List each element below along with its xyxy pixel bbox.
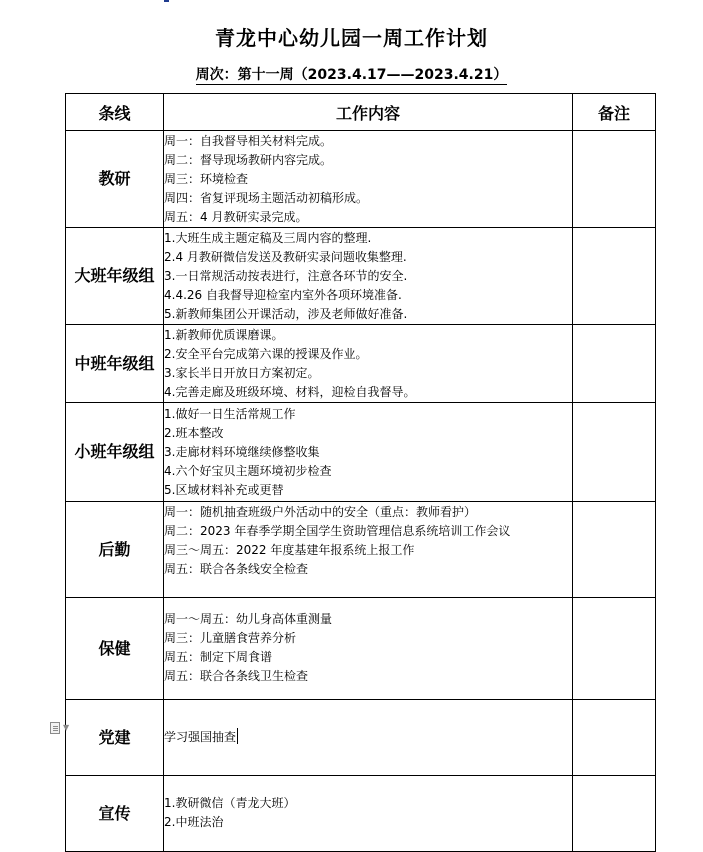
page-title: 青龙中心幼儿园一周工作计划 (215, 26, 488, 50)
note-cell[interactable] (573, 403, 656, 502)
category-cell[interactable]: 宣传 (66, 776, 164, 852)
content-cell[interactable] (164, 131, 573, 228)
content-line: 2.中班法治 (164, 815, 224, 829)
content-cell[interactable] (164, 700, 573, 776)
content-line: 周一～周五：幼儿身高体重测量 (164, 612, 333, 626)
header-category: 条线 (66, 94, 164, 131)
table-row (66, 700, 656, 776)
content-line: 周二：督导现场教研内容完成。 (164, 153, 333, 167)
category-cell[interactable]: 后勤 (66, 502, 164, 598)
category-cell[interactable]: 保健 (66, 598, 164, 700)
content-line: 周五：4 月教研实录完成。 (164, 210, 308, 224)
chevron-down-icon[interactable]: ▼ (63, 723, 70, 732)
note-cell[interactable] (573, 598, 656, 700)
content-cell[interactable] (164, 325, 573, 403)
content-line: 1.做好一日生活常规工作 (164, 407, 296, 421)
table-row (66, 776, 656, 852)
content-line: 周三～周五：2022 年度基建年报系统上报工作 (164, 543, 415, 557)
content-line: 5.新教师集团公开课活动，涉及老师做好准备. (164, 307, 408, 321)
content-line: 1.新教师优质课磨课。 (164, 328, 284, 342)
note-cell[interactable] (573, 325, 656, 403)
content-line: 1.大班生成主题定稿及三周内容的整理. (164, 231, 372, 245)
table-row (66, 403, 656, 502)
category-cell[interactable]: 大班年级组 (66, 228, 164, 325)
content-line: 4.4.26 自我督导迎检室内室外各项环境准备. (164, 288, 402, 302)
table-header-row (66, 94, 656, 131)
content-cell[interactable] (164, 403, 573, 502)
table-row (66, 325, 656, 403)
content-line: 周一：自我督导相关材料完成。 (164, 134, 333, 148)
content-line: 4.完善走廊及班级环境、材料，迎检自我督导。 (164, 385, 416, 399)
week-subtitle (0, 64, 703, 84)
content-line: 4.六个好宝贝主题环境初步检查 (164, 464, 332, 478)
content-line: 周五：联合各条线卫生检查 (164, 669, 309, 683)
weekly-plan-table (65, 93, 656, 852)
content-line: 周三：儿童膳食营养分析 (164, 631, 297, 645)
category-cell[interactable]: 党建 (66, 700, 164, 776)
category-cell[interactable]: 小班年级组 (66, 403, 164, 502)
page-top-marker (164, 0, 169, 2)
week-text: 周次：第十一周（2023.4.17——2023.4.21） (195, 67, 508, 83)
category-cell[interactable]: 中班年级组 (66, 325, 164, 403)
content-line: 周五：制定下周食谱 (164, 650, 273, 664)
content-line: 周一：随机抽查班级户外活动中的安全（重点：教师看护） (164, 505, 477, 519)
content-line: 周四：省复评现场主题活动初稿形成。 (164, 191, 369, 205)
content-text: 学习强国抽查 (164, 730, 237, 744)
content-line: 周二：2023 年春季学期全国学生资助管理信息系统培训工作会议 (164, 524, 511, 538)
content-line: 2.安全平台完成第六课的授课及作业。 (164, 347, 368, 361)
content-line: 3.走廊材料环境继续修整收集 (164, 445, 320, 459)
content-line: 3.家长半日开放日方案初定。 (164, 366, 320, 380)
content-line: 周三：环境检查 (164, 172, 249, 186)
note-cell[interactable] (573, 502, 656, 598)
document-icon[interactable] (50, 722, 60, 734)
table-row (66, 598, 656, 700)
content-line: 2.班本整改 (164, 426, 224, 440)
content-line: 2.4 月教研微信发送及教研实录问题收集整理. (164, 250, 407, 264)
content-line: 5.区域材料补充或更替 (164, 483, 284, 497)
content-cell[interactable] (164, 598, 573, 700)
content-line: 3.一日常规活动按表进行，注意各环节的安全. (164, 269, 408, 283)
table-row (66, 502, 656, 598)
content-cell[interactable] (164, 502, 573, 598)
content-line: 1.教研微信（青龙大班） (164, 796, 296, 810)
table-row (66, 131, 656, 228)
table-row (66, 228, 656, 325)
content-cell[interactable] (164, 776, 573, 852)
content-cell[interactable] (164, 228, 573, 325)
text-cursor (237, 728, 238, 744)
note-cell[interactable] (573, 700, 656, 776)
note-cell[interactable] (573, 228, 656, 325)
note-cell[interactable] (573, 776, 656, 852)
header-note: 备注 (573, 94, 656, 131)
category-cell[interactable]: 教研 (66, 131, 164, 228)
header-content: 工作内容 (164, 94, 573, 131)
content-line (164, 728, 572, 747)
content-line: 周五：联合各条线安全检查 (164, 562, 309, 576)
note-cell[interactable] (573, 131, 656, 228)
